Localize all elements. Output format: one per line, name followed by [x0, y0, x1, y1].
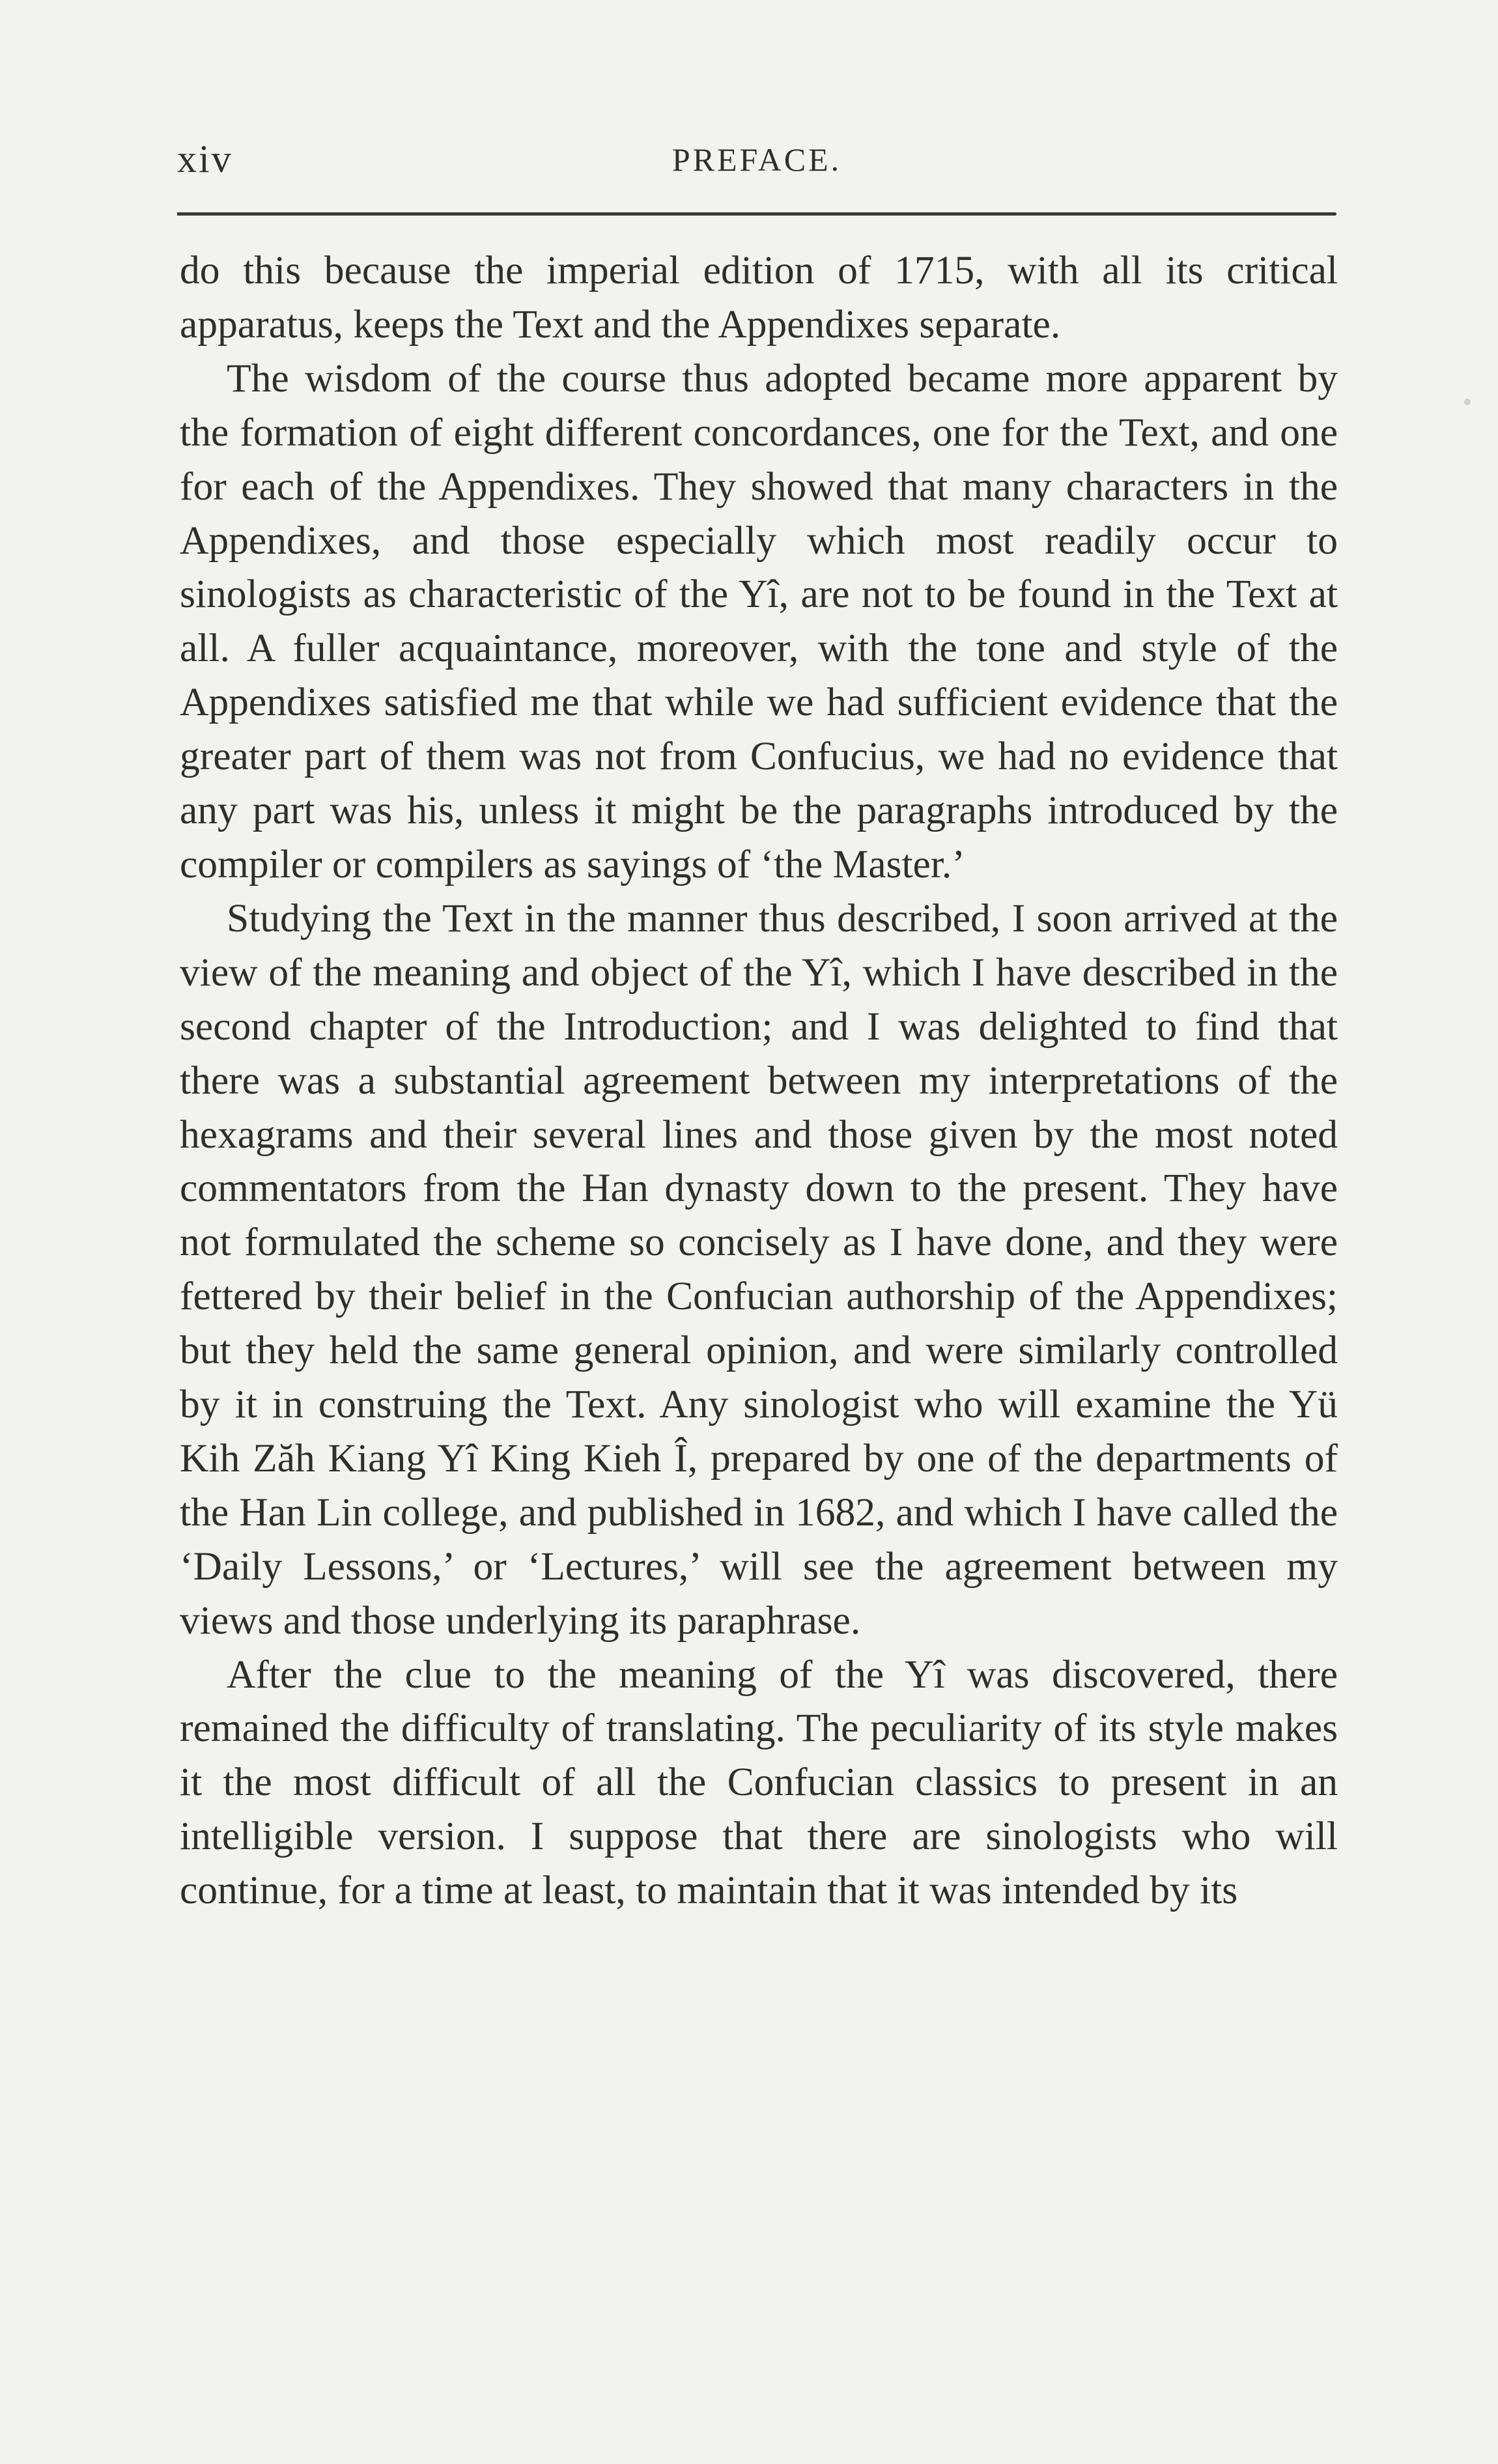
paragraph-continuation: do this because the imperial edition of 1715, with all its critical apparatus, keeps the Text and the Appendixes separate.	[180, 248, 1338, 347]
page-number: xiv	[177, 137, 233, 180]
running-head: PREFACE.	[671, 141, 842, 178]
header-rule	[177, 212, 1336, 216]
body-text	[180, 244, 1338, 1918]
page-header	[177, 137, 1336, 189]
paragraph-studying-text: Studying the Text in the manner thus described, I soon arrived at the view of the meaning and object of the Yî, which I have described in the second chapter of the Introduction; and I was delighted to find that there was a substantial agreement between my interpretations of the hexagrams and their several lines and those given by the most noted commentators from the Han dynasty down to the present. They have not formulated the scheme so concisely as I have done, and they were fettered by their belief in the Confucian authorship of the Appendixes; but they held the same general opinion, and were similarly controlled by it in construing the Text. Any sinologist who will examine the Yü Kih Zăh Kiang Yî King Kieh Î, prepared by one of the departments of the Han Lin college, and published in 1682, and which I have called the ‘Daily Lessons,’ or ‘Lectures,’ will see the agreement between my views and those underlying its paraphrase.	[180, 896, 1338, 1643]
paragraph-concordances: The wisdom of the course thus adopted became more apparent by the formation of eight different concordances, one for the Text, and one for each of the Appendixes. They showed that many characters in the Appendixes, and those especially which most readily occur to sinologists as characteristic of the Yî, are not to be found in the Text at all. A fuller acquaintance, moreover, with the tone and style of the Appendixes satisfied me that while we had sufficient evidence that the greater part of them was not from Confucius, we had no evidence that any part was his, unless it might be the paragraphs introduced by the compiler or compilers as sayings of ‘the Master.’	[180, 356, 1338, 886]
paragraph-translating: After the clue to the meaning of the Yî was discovered, there remained the difficulty of translating. The peculiarity of its style makes it the most difficult of all the Confucian classics to present in an intelligible version. I suppose that there are sinologists who will continue, for a time at least, to maintain that it was intended by its	[180, 1652, 1338, 1913]
paper-speck	[1464, 399, 1471, 405]
